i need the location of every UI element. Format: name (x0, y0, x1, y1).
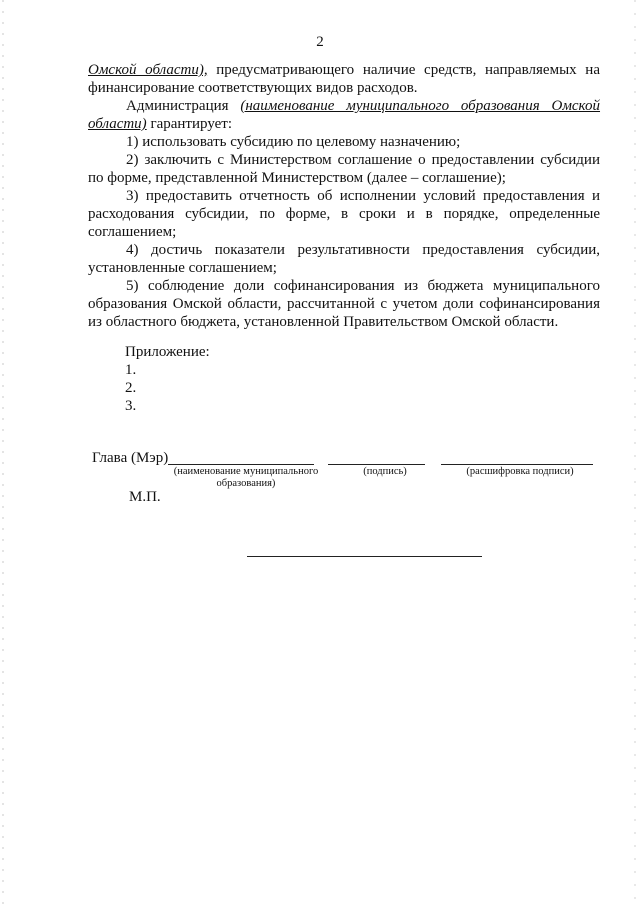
page-number: 2 (316, 34, 324, 50)
signature-line (328, 464, 425, 465)
placeholder-municipality-tail: Омской области), (88, 62, 208, 78)
seal-placeholder: М.П. (129, 489, 161, 505)
caption-transcript: (расшифровка подписи) (466, 466, 574, 477)
guarantee-item-5: 5) соблюдение доли софинансирования из бюджета муниципального образования Омской области, рассчитанной с учетом доли софинансирования из областного бюджета, установленной Правительством Омской области. (88, 278, 600, 330)
municipality-line (168, 464, 314, 465)
guarantee-item-1: 1) использовать субсидию по целевому назначению; (126, 134, 461, 150)
appendix-item-3: 3. (125, 398, 137, 414)
caption-municipality: (наименование муниципального образования) (173, 466, 319, 489)
scan-edge-left (2, 0, 4, 905)
placeholder-municipality: (наименование муниципального образования Омской области) (88, 98, 601, 132)
appendix (125, 343, 210, 415)
guarantee-start: Администрация (126, 98, 241, 114)
guarantee-end: гарантирует: (146, 116, 232, 132)
guarantee-item-2: 2) заключить с Министерством соглашение о предоставлении субсидии по форме, представленной Министерством (далее – соглашение); (88, 152, 600, 186)
paragraph-intro-continued (88, 61, 600, 97)
caption-signature: (подпись) (363, 466, 407, 477)
appendix-title: Приложение: (125, 344, 210, 360)
document-body (88, 61, 600, 331)
signature-label: Глава (Мэр) (92, 450, 169, 466)
transcript-line (441, 464, 593, 465)
paragraph-guarantee (88, 97, 600, 133)
guarantee-item-3: 3) предоставить отчетность об исполнении условий предоставления и расходования субсидии, по форме, в сроки и в порядке, определенные соглашением; (88, 188, 600, 240)
appendix-item-1: 1. (125, 362, 137, 378)
scan-edge-right (634, 0, 636, 905)
paragraph-intro-text: предусматривающего наличие средств, направляемых на финансирование соответствующих видов расходов. (88, 62, 600, 96)
end-divider (247, 556, 482, 557)
guarantee-item-4: 4) достичь показатели результативности предоставления субсидии, установленные соглашением; (88, 242, 600, 276)
appendix-item-2: 2. (125, 380, 137, 396)
